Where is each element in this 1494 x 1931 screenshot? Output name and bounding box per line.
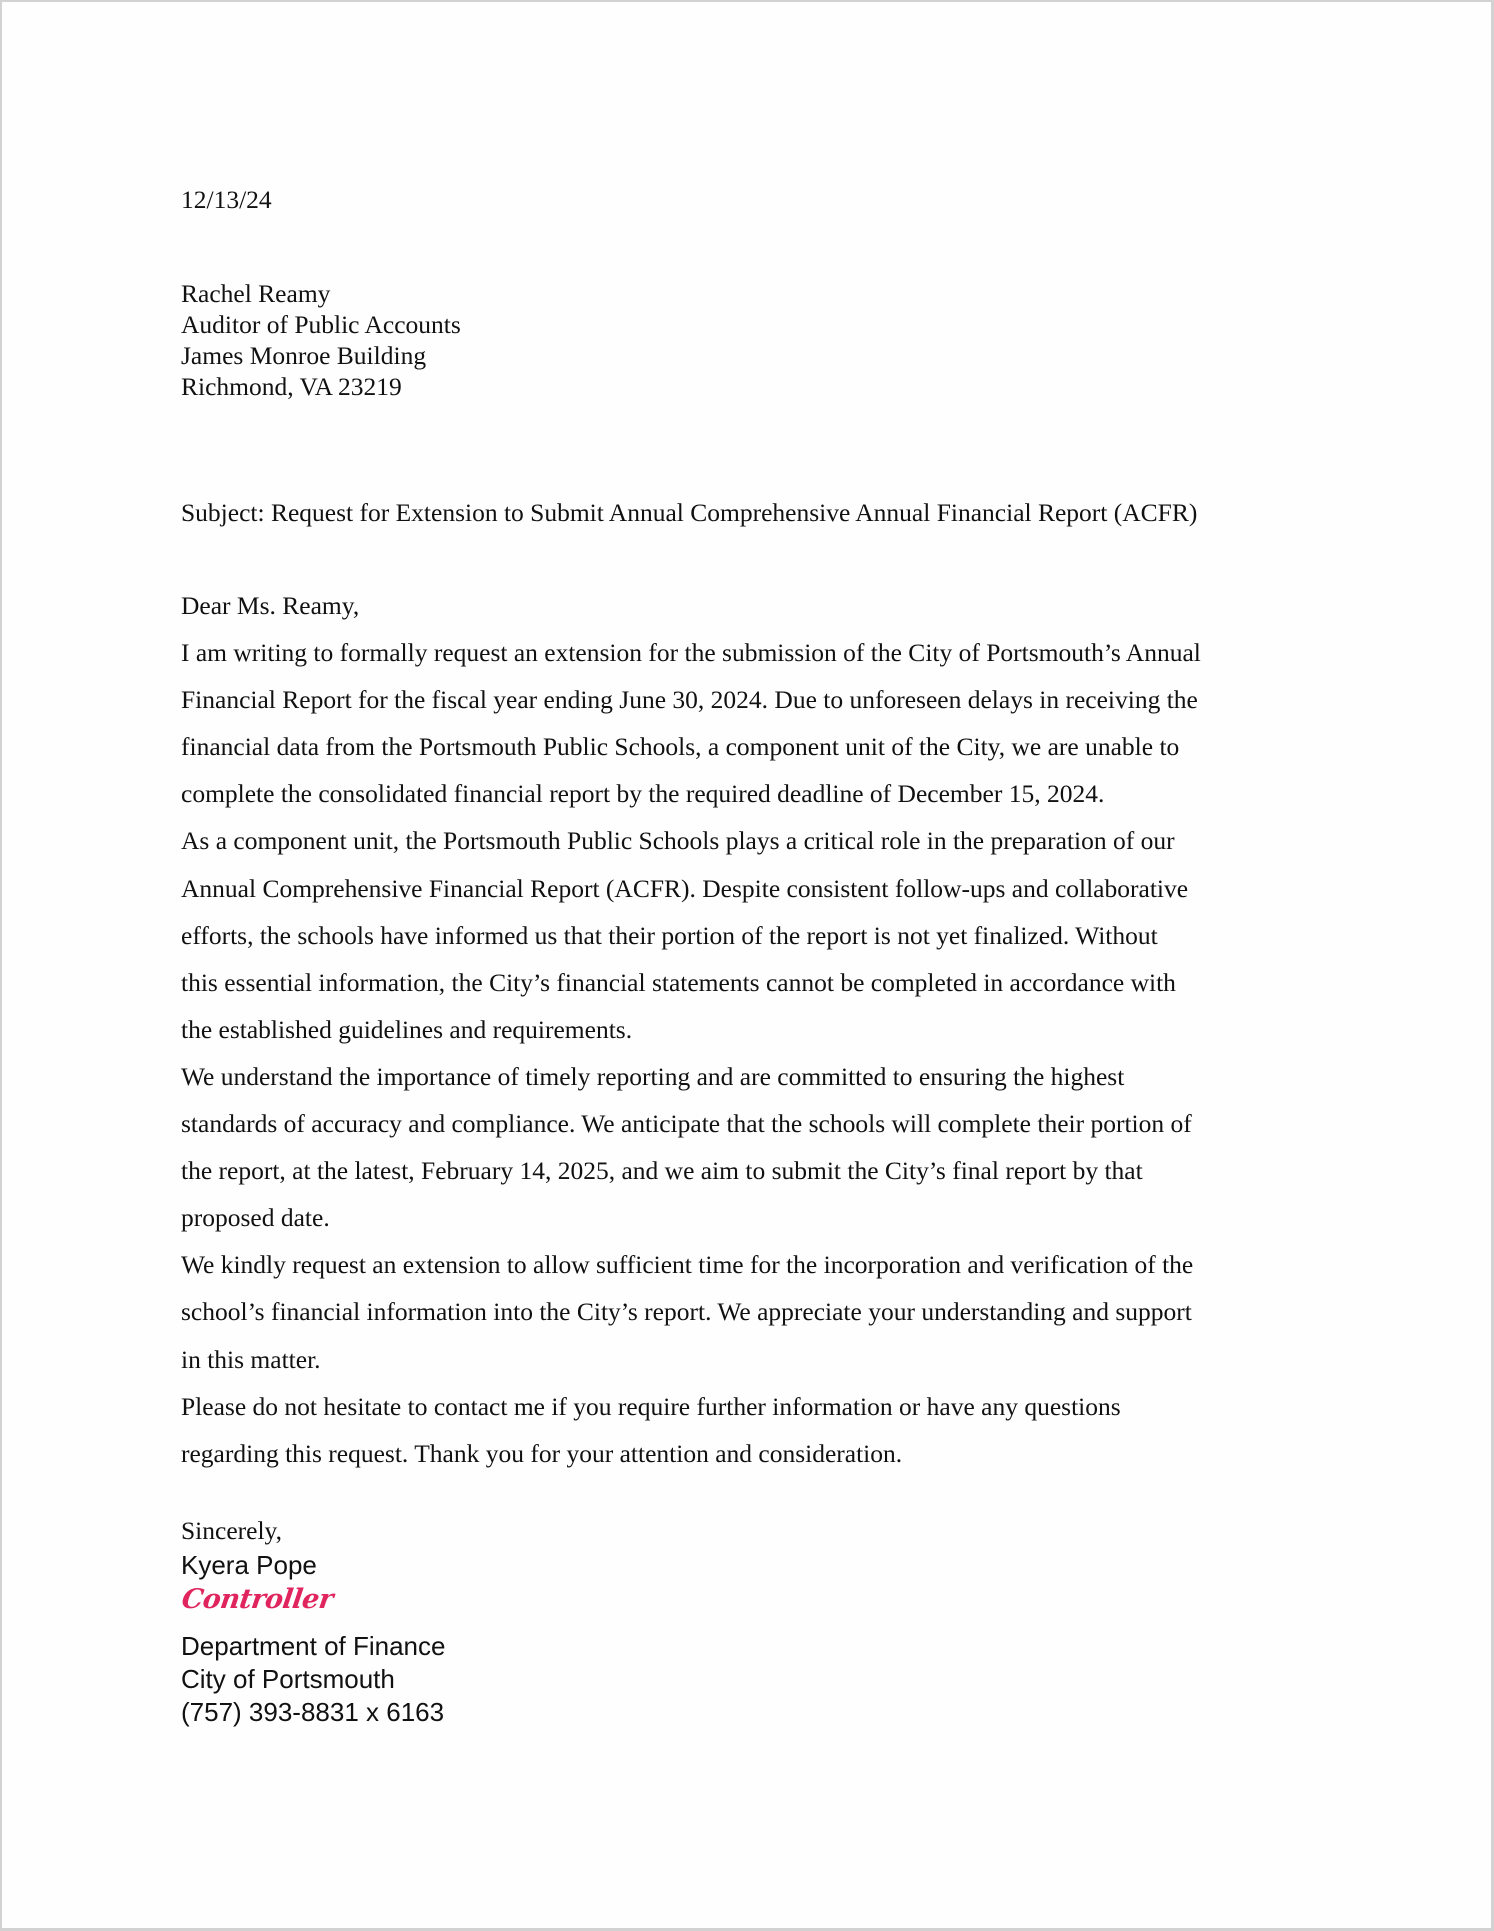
body-line: the established guidelines and requirements. <box>181 1014 633 1044</box>
signer-phone: (757) 393-8831 x 6163 <box>181 1697 445 1727</box>
body-line: Financial Report for the fiscal year ending June 30, 2024. Due to unforeseen delays in receiving the <box>181 685 1198 715</box>
body-line: complete the consolidated financial report by the required deadline of December 15, 2024. <box>181 779 1105 809</box>
body-line: the report, at the latest, February 14, 2025, and we aim to submit the City’s final report by that <box>181 1156 1143 1186</box>
body-line: regarding this request. Thank you for your attention and consideration. <box>181 1438 903 1468</box>
body-line: efforts, the schools have informed us that their portion of the report is not yet finalized. Without <box>181 920 1158 950</box>
body-line: We understand the importance of timely reporting and are committed to ensuring the highest <box>181 1061 1125 1091</box>
recipient-name: Rachel Reamy <box>181 279 331 308</box>
body-line: I am writing to formally request an extension for the submission of the City of Portsmouth’s Annual <box>181 638 1201 667</box>
body-line: As a component unit, the Portsmouth Public Schools plays a critical role in the preparation of our <box>181 826 1175 856</box>
signer-organization: City of Portsmouth <box>181 1664 395 1694</box>
body-line: Annual Comprehensive Financial Report (ACFR). Despite consistent follow-ups and collaborative <box>181 873 1189 903</box>
body-line: proposed date. <box>181 1203 330 1233</box>
body-line: school’s financial information into the City’s report. We appreciate your understanding and support <box>181 1297 1192 1327</box>
body-line: We kindly request an extension to allow sufficient time for the incorporation and verification of the <box>181 1250 1194 1280</box>
letter-date: 12/13/24 <box>181 185 272 214</box>
letter-closing: Sincerely, <box>181 1516 283 1545</box>
letter-subject: Subject: Request for Extension to Submit Annual Comprehensive Annual Financial Report (ACFR) <box>181 498 1198 527</box>
signer-name: Kyera Pope <box>181 1550 317 1580</box>
body-line: standards of accuracy and compliance. We anticipate that the schools will complete their portion of <box>181 1109 1192 1138</box>
body-line: this essential information, the City’s financial statements cannot be completed in accordance with <box>181 967 1176 997</box>
signer-title: Controller <box>179 1584 335 1615</box>
body-line: in this matter. <box>181 1344 321 1374</box>
recipient-building: James Monroe Building <box>181 341 427 370</box>
body-line: Please do not hesitate to contact me if you require further information or have any questions <box>181 1391 1121 1421</box>
recipient-city-state-zip: Richmond, VA 23219 <box>181 372 402 401</box>
recipient-title: Auditor of Public Accounts <box>181 310 461 339</box>
body-line: financial data from the Portsmouth Public Schools, a component unit of the City, we are unable to <box>181 732 1180 762</box>
signer-department: Department of Finance <box>181 1631 446 1661</box>
letter-salutation: Dear Ms. Reamy, <box>181 591 360 620</box>
